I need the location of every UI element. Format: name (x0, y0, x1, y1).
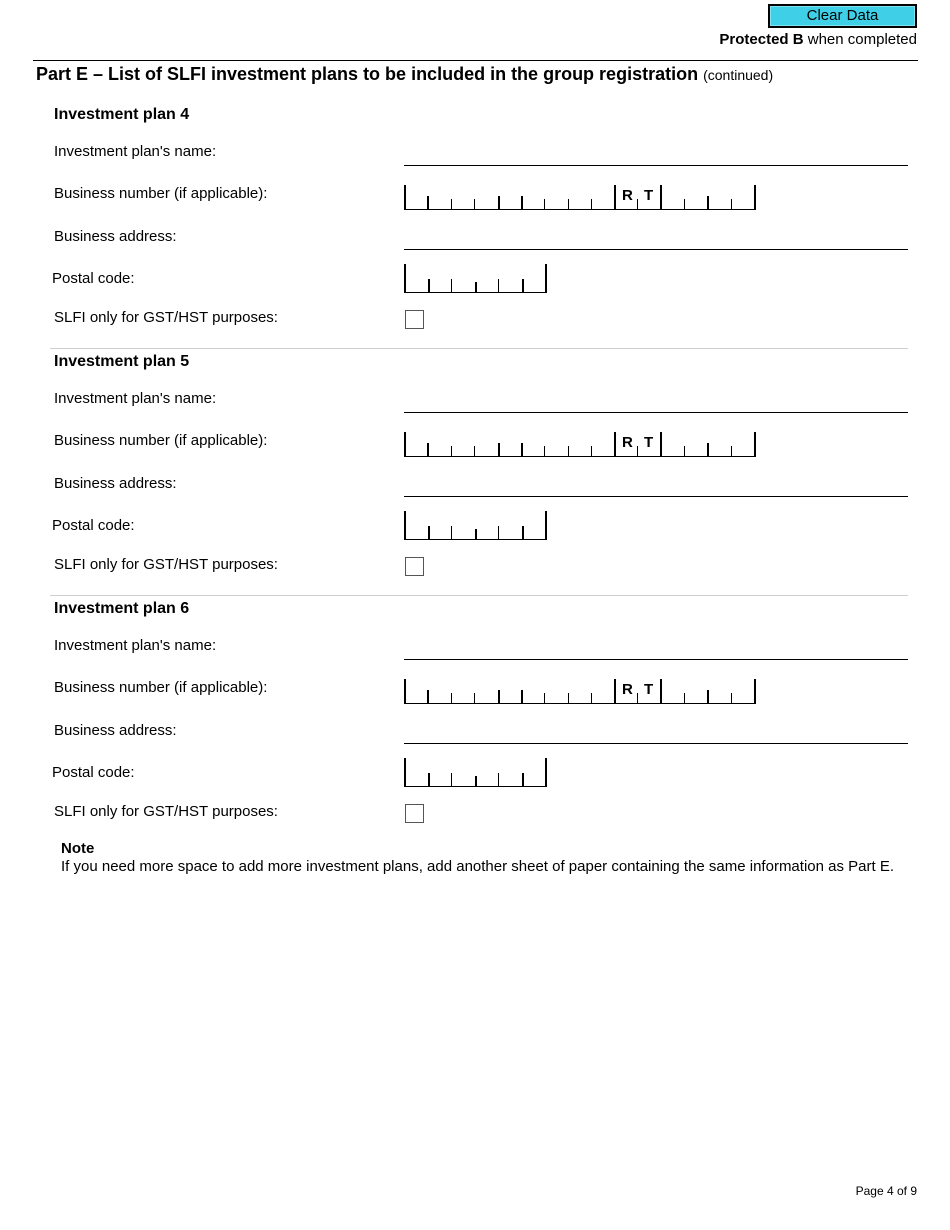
comb-divider (545, 758, 547, 787)
comb-divider (521, 443, 523, 457)
plan-divider (50, 595, 908, 596)
comb-divider (591, 446, 592, 457)
comb-divider (568, 199, 569, 210)
business-address-label: Business address: (54, 475, 177, 492)
business-number-input[interactable] (404, 432, 755, 457)
slfi-label: SLFI only for GST/HST purposes: (54, 309, 278, 326)
continued-label: (continued) (703, 67, 774, 83)
business-address-input[interactable] (404, 477, 908, 497)
comb-divider (545, 511, 547, 540)
comb-divider (451, 773, 452, 787)
business-number-label: Business number (if applicable): (54, 432, 268, 449)
plan-name-input[interactable] (404, 640, 908, 660)
comb-divider (521, 690, 523, 704)
comb-divider (591, 199, 592, 210)
postal-code-label: Postal code: (52, 270, 135, 287)
comb-divider (521, 196, 523, 210)
comb-divider (707, 196, 709, 210)
plan-name-label: Investment plan's name: (54, 637, 217, 654)
business-number-label: Business number (if applicable): (54, 185, 268, 202)
business-address-input[interactable] (404, 724, 908, 744)
clear-data-button[interactable]: Clear Data (768, 4, 917, 28)
comb-divider (498, 279, 499, 293)
plan-divider (50, 348, 908, 349)
comb-divider (545, 264, 547, 293)
comb-divider (428, 773, 430, 787)
comb-divider (427, 443, 429, 457)
comb-divider (684, 446, 685, 457)
slfi-checkbox[interactable] (405, 804, 424, 823)
comb-divider (404, 758, 406, 787)
comb-divider (591, 693, 592, 704)
protected-b-suffix: when completed (803, 31, 917, 48)
comb-divider (404, 185, 406, 210)
part-e-title (36, 64, 773, 85)
comb-baseline (404, 456, 755, 457)
business-address-label: Business address: (54, 722, 177, 739)
rt-letter-t: T (644, 187, 654, 204)
plan-heading: Investment plan 6 (54, 600, 190, 617)
plan-name-label: Investment plan's name: (54, 143, 217, 160)
slfi-checkbox[interactable] (405, 557, 424, 576)
comb-divider (707, 443, 709, 457)
note-block (61, 840, 901, 876)
plan-name-input[interactable] (404, 393, 908, 413)
business-number-input[interactable] (404, 679, 755, 704)
postal-code-label: Postal code: (52, 764, 135, 781)
comb-divider (522, 526, 524, 540)
business-number-input[interactable] (404, 185, 755, 210)
plan-heading: Investment plan 5 (54, 353, 190, 370)
slfi-checkbox[interactable] (405, 310, 424, 329)
comb-divider (451, 199, 452, 210)
comb-divider (684, 693, 685, 704)
comb-divider (544, 199, 545, 210)
comb-divider (754, 432, 756, 457)
comb-divider (522, 279, 524, 293)
note-text: If you need more space to add more investment plans, add another sheet of paper containing the same information as Part E. (61, 858, 894, 875)
part-e-title-text: Part E – List of SLFI investment plans to be included in the group registration (36, 64, 699, 84)
comb-divider (660, 185, 662, 210)
comb-divider (614, 185, 616, 210)
note-title: Note (61, 840, 95, 857)
comb-divider (404, 679, 406, 704)
comb-divider (754, 679, 756, 704)
comb-divider (660, 432, 662, 457)
comb-divider (754, 185, 756, 210)
comb-divider (614, 432, 616, 457)
comb-divider (475, 529, 477, 540)
comb-divider (475, 282, 477, 293)
comb-divider (498, 526, 499, 540)
comb-divider (614, 679, 616, 704)
comb-divider (498, 443, 500, 457)
comb-divider (731, 446, 732, 457)
comb-divider (544, 446, 545, 457)
slfi-label: SLFI only for GST/HST purposes: (54, 556, 278, 573)
comb-divider (637, 693, 638, 704)
comb-divider (474, 693, 475, 704)
postal-code-input[interactable] (404, 511, 546, 540)
business-number-label: Business number (if applicable): (54, 679, 268, 696)
postal-code-input[interactable] (404, 758, 546, 787)
rt-letter-r: R (622, 434, 633, 451)
comb-divider (451, 693, 452, 704)
comb-divider (474, 199, 475, 210)
plan-heading: Investment plan 4 (54, 106, 190, 123)
comb-divider (637, 446, 638, 457)
top-divider (33, 60, 918, 61)
rt-letter-r: R (622, 187, 633, 204)
plan-name-label: Investment plan's name: (54, 390, 217, 407)
comb-divider (660, 679, 662, 704)
page-number: Page 4 of 9 (855, 1184, 917, 1198)
slfi-label: SLFI only for GST/HST purposes: (54, 803, 278, 820)
comb-divider (451, 446, 452, 457)
comb-divider (684, 199, 685, 210)
comb-divider (637, 199, 638, 210)
protected-b-notice (719, 31, 917, 48)
comb-divider (404, 511, 406, 540)
comb-divider (731, 199, 732, 210)
comb-divider (475, 776, 477, 787)
comb-divider (474, 446, 475, 457)
postal-code-label: Postal code: (52, 517, 135, 534)
comb-divider (498, 196, 500, 210)
comb-divider (707, 690, 709, 704)
rt-letter-t: T (644, 434, 654, 451)
comb-divider (428, 526, 430, 540)
comb-divider (498, 773, 499, 787)
comb-divider (404, 432, 406, 457)
comb-divider (544, 693, 545, 704)
comb-divider (404, 264, 406, 293)
comb-divider (522, 773, 524, 787)
comb-divider (451, 526, 452, 540)
comb-divider (568, 446, 569, 457)
comb-divider (731, 693, 732, 704)
comb-baseline (404, 209, 755, 210)
business-address-label: Business address: (54, 228, 177, 245)
comb-divider (427, 196, 429, 210)
postal-code-input[interactable] (404, 264, 546, 293)
comb-divider (498, 690, 500, 704)
business-address-input[interactable] (404, 230, 908, 250)
comb-divider (428, 279, 430, 293)
protected-b-label: Protected B (719, 31, 804, 48)
plan-name-input[interactable] (404, 146, 908, 166)
comb-divider (427, 690, 429, 704)
rt-letter-t: T (644, 681, 654, 698)
comb-divider (568, 693, 569, 704)
comb-divider (451, 279, 452, 293)
comb-baseline (404, 703, 755, 704)
rt-letter-r: R (622, 681, 633, 698)
